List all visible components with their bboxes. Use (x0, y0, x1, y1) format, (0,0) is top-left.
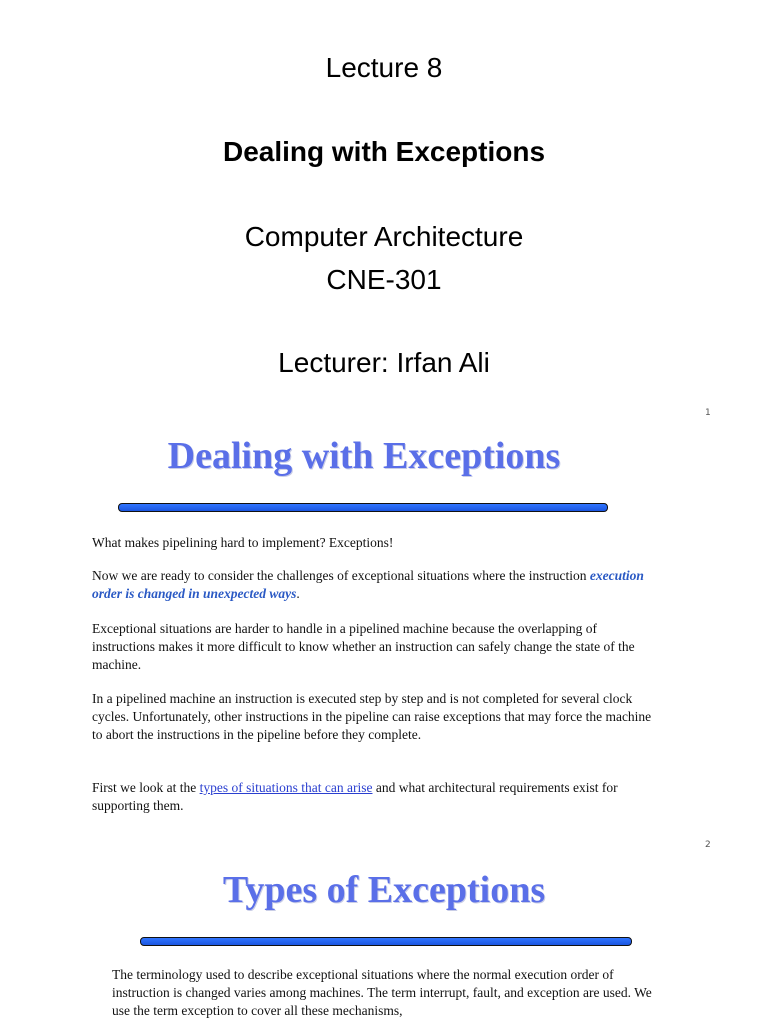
page-number-2: 2 (705, 840, 711, 850)
slide2-title-underline (118, 503, 608, 512)
slide2-paragraph-4: In a pipelined machine an instruction is executed step by step and is not completed for several clock cycles. Unfortunately, other instructions in the pipeline can raise exceptions that may force the machine to abort the instructions in the pipeline before they complete. (92, 691, 652, 742)
lecture-title: Dealing with Exceptions (222, 136, 546, 167)
p2-emphasis: execution order is changed in unexpected ways (92, 568, 644, 601)
course-code: CNE-301 (326, 264, 442, 295)
title-slide (0, 0, 768, 420)
types-of-situations-link[interactable]: types of situations that can arise (199, 780, 373, 795)
p2-text-before: Now we are ready to consider the challenges of exceptional situations where the instruction (92, 568, 590, 583)
lecture-number: Lecture 8 (325, 52, 443, 83)
slide2-title: Dealing with Exceptions (167, 435, 561, 477)
lecturer-name: Lecturer: Irfan Ali (278, 347, 490, 378)
slide2-paragraph-2 (92, 567, 652, 603)
slide3-paragraph-1: The terminology used to describe exceptional situations where the normal execution order of instruction is changed varies among machines. The term interrupt, fault, and exception are used. We use the term exception to cover all these mechanisms, (112, 967, 652, 1018)
slide3-title-underline (140, 937, 632, 946)
slide2-paragraph-3: Exceptional situations are harder to handle in a pipelined machine because the overlapping of instructions makes it more difficult to know whether an instruction can safely change the state of the machine. (92, 621, 635, 672)
p2-text-after: . (296, 586, 300, 601)
p5-text-before: First we look at the (92, 780, 200, 795)
p5-text-after: and what architectural requirements exist for supporting them. (92, 780, 618, 813)
course-name: Computer Architecture (244, 221, 524, 252)
slide2-paragraph-1: What makes pipelining hard to implement? Exceptions! (92, 535, 394, 550)
slide2-paragraph-5 (92, 779, 652, 815)
slide3-title: Types of Exceptions (222, 869, 546, 911)
page-number-1: 1 (705, 408, 711, 418)
